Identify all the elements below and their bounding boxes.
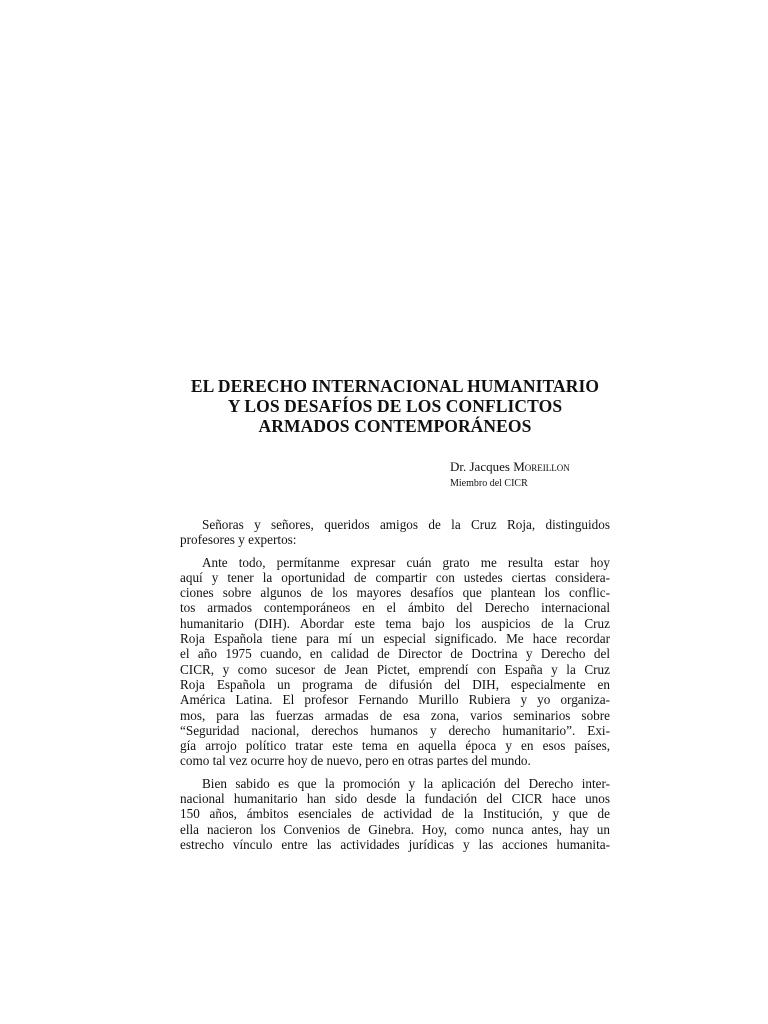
article-title [150,376,640,436]
author-prefix: Dr. Jacques [450,459,514,474]
text-line: Ante todo, permítanme expresar cuán grato me resulta estar hoy [202,554,610,570]
text-line: “Seguridad nacional, derechos humanos y derecho humanitario”. Exi- [180,722,610,738]
title-line: Y LOS DESAFÍOS DE LOS CONFLICTOS [227,396,563,416]
paragraph [180,776,610,852]
text-line: profesores y expertos: [180,532,297,548]
author-block [450,459,650,491]
paragraph [180,517,610,548]
text-line: gía arrojo político tratar este tema en aquella época y en esos países, [180,738,610,754]
text-line: ella nacieron los Convenios de Ginebra. Hoy, como nunca antes, hay un [180,821,610,837]
author-role: Miembro del CICR [450,478,528,489]
text-line: mos, para las fuerzas armadas de esa zona, varios seminarios sobre [180,707,610,723]
text-line: ciones sobre algunos de los mayores desafíos que plantean los conflic- [180,585,610,601]
text-line: tos armados contemporáneos en el ámbito del Derecho internacional [180,600,610,616]
title-line: EL DERECHO INTERNACIONAL HUMANITARIO [190,376,600,396]
author-name [450,459,650,475]
title-line: ARMADOS CONTEMPORÁNEOS [258,416,532,436]
text-line: el año 1975 cuando, en calidad de Director de Doctrina y Derecho del [180,646,610,662]
text-line: como tal vez ocurre hoy de nuevo, pero en otras partes del mundo. [180,753,531,769]
author-surname: Moreillon [513,459,570,474]
text-line: Señoras y señores, queridos amigos de la Cruz Roja, distinguidos [202,517,610,532]
text-line: Bien sabido es que la promoción y la aplicación del Derecho inter- [202,775,610,791]
text-line: aquí y tener la oportunidad de compartir con ustedes ciertas considera- [180,569,610,585]
text-line: América Latina. El profesor Fernando Murillo Rubiera y yo organiza- [180,692,610,708]
text-line: Roja Española tiene para mí un especial significado. Me hace recordar [180,631,610,647]
text-line: humanitario (DIH). Abordar este tema bajo los auspicios de la Cruz [180,615,610,631]
text-line: Roja Española un programa de difusión del DIH, especialmente en [180,676,610,692]
text-line: CICR, y como sucesor de Jean Pictet, emprendí con España y la Cruz [180,661,610,677]
body-text [180,517,610,859]
text-line: nacional humanitario han sido desde la fundación del CICR hace unos [180,791,610,807]
paragraph [180,555,610,769]
text-line: estrecho vínculo entre las actividades jurídicas y las acciones humanita- [180,836,610,852]
text-line: 150 años, ámbitos esenciales de actividad de la Institución, y que de [180,806,610,822]
